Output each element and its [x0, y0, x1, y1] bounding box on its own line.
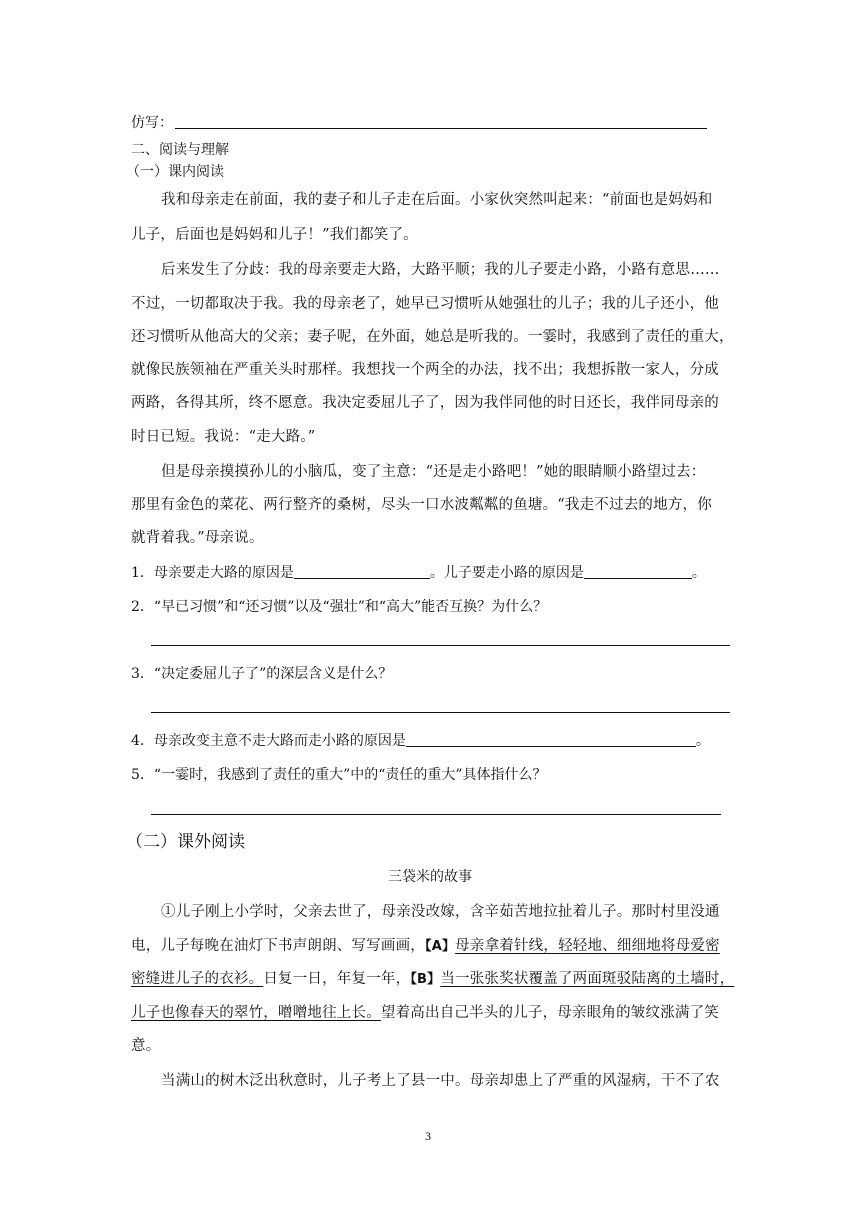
question-3: 3．“决定委屈儿子了”的深层含义是什么？ — [131, 666, 393, 682]
question-4 — [131, 732, 710, 750]
marker-a: 【A】 — [425, 939, 456, 954]
answer-blank[interactable] — [294, 564, 430, 579]
story-line — [131, 970, 734, 989]
subsection-heading: （一）课内阅读 — [126, 164, 224, 180]
question-1-part-a: 1．母亲要走大路的原因是 — [131, 565, 294, 581]
story-line: 当满山的树木泛出秋意时，儿子考上了县一中。母亲却患上了严重的风湿病，干不了农 — [161, 1073, 720, 1089]
passage-line: 儿子，后面也是妈妈和儿子！”我们都笑了。 — [131, 227, 418, 243]
answer-line[interactable] — [151, 814, 721, 815]
story-text: 电，儿子每晚在油灯下书声朗朗、写写画画， — [131, 938, 425, 954]
story-line — [131, 1004, 719, 1022]
passage-line: 那里有金色的菜花、两行整齐的桑树，尽头一口水波粼粼的鱼塘。“我走不过去的地方，你 — [131, 497, 712, 513]
question-4-end: 。 — [695, 733, 710, 749]
answer-blank[interactable] — [584, 564, 692, 579]
passage-line: 就像民族领袖在严重关头时那样。我想找一个两全的办法，找不出；我想拆散一家人，分成 — [131, 362, 719, 378]
story-text: 日复一日，年复一年， — [263, 971, 411, 987]
story-line — [131, 937, 720, 956]
story-title: 三袋米的故事 — [388, 869, 472, 885]
subsection-heading: （二）课外阅读 — [126, 832, 245, 852]
answer-line[interactable] — [151, 712, 730, 713]
underlined-sentence-b-cont: 儿子也像春天的翠竹，噌噌地往上长。 — [131, 1005, 381, 1021]
question-1-end: 。 — [691, 565, 706, 581]
passage-line: 两路，各得其所，终不愿意。我决定委屈儿子了，因为我伴同他的时日还长，我伴同母亲的 — [131, 395, 719, 411]
underlined-sentence-b: 当一张张奖状覆盖了两面斑驳陆离的土墙时， — [440, 971, 735, 987]
question-4-part-a: 4．母亲改变主意不走大路而走小路的原因是 — [131, 733, 406, 749]
answer-blank[interactable] — [406, 732, 696, 747]
page-number: 3 — [425, 1129, 431, 1143]
section-heading: 二、阅读与理解 — [131, 142, 229, 158]
passage-line: 后来发生了分歧：我的母亲要走大路，大路平顺；我的儿子要走小路，小路有意思…… — [161, 262, 720, 278]
question-5: 5．“一霎时，我感到了责任的重大”中的“责任的重大”具体指什么？ — [131, 767, 547, 783]
story-line: ①儿子刚上小学时，父亲去世了，母亲没改嫁，含辛茹苦地拉扯着儿子。那时村里没通 — [161, 904, 720, 920]
question-1 — [131, 564, 706, 582]
underlined-sentence-a: 母亲拿着针线，轻轻地、细细地将母爱密 — [455, 938, 720, 954]
question-2: 2．“早已习惯”和“还习惯”以及“强壮”和“高大”能否互换？为什么？ — [131, 599, 548, 615]
story-text: 望着高出自己半头的儿子，母亲眼角的皱纹涨满了笑 — [380, 1005, 720, 1021]
passage-line: 我和母亲走在前面，我的妻子和儿子走在后面。小家伙突然叫起来：“前面也是妈妈和 — [161, 192, 713, 208]
answer-line[interactable] — [151, 645, 730, 646]
passage-line: 但是母亲摸摸孙儿的小脑瓜，变了主意：“还是走小路吧！”她的眼睛顺小路望过去： — [161, 464, 706, 480]
passage-line: 时日已短。我说：“走大路。” — [131, 429, 316, 445]
underlined-sentence-a-cont: 密缝进儿子的衣衫。 — [131, 971, 264, 987]
passage-line: 还习惯听从他高大的父亲；妻子呢，在外面，她总是听我的。一霎时，我感到了责任的重大， — [131, 329, 734, 345]
passage-line: 就背着我。”母亲说。 — [131, 530, 264, 546]
imitation-answer-line — [175, 128, 707, 129]
question-1-part-b: 。儿子要走小路的原因是 — [429, 565, 584, 581]
story-line: 意。 — [131, 1038, 161, 1054]
imitation-label: 仿写： — [131, 115, 173, 131]
passage-line: 不过，一切都取决于我。我的母亲老了，她早已习惯听从她强壮的儿子；我的儿子还小，他 — [131, 296, 719, 312]
marker-b: 【B】 — [410, 972, 441, 987]
